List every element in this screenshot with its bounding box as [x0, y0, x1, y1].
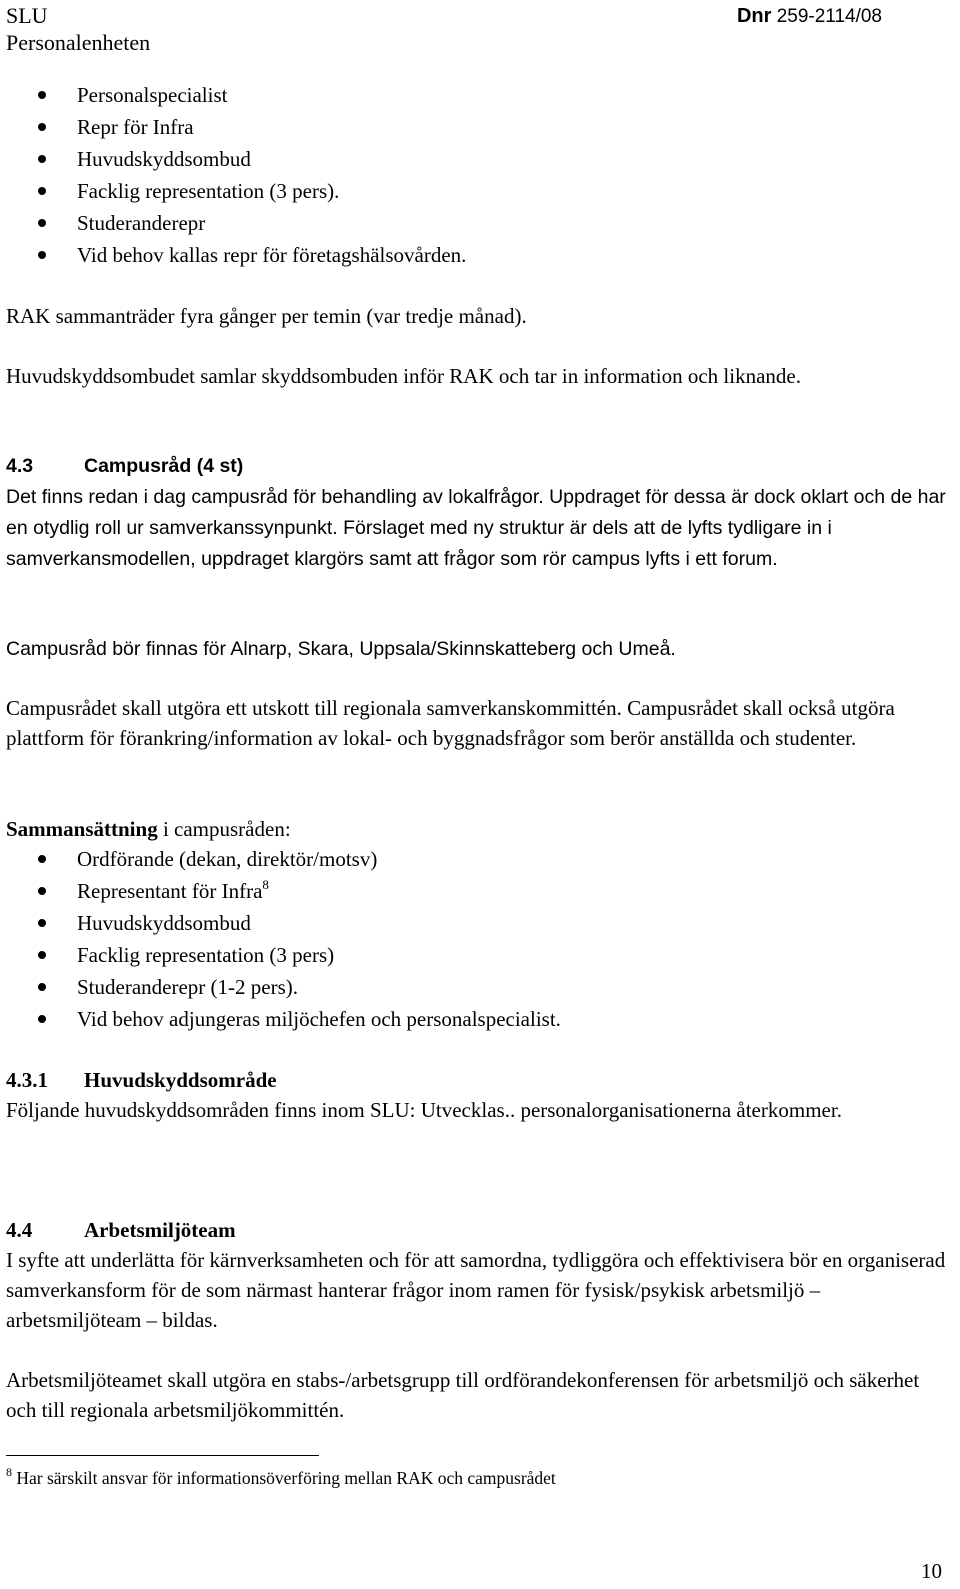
- header-org: SLU: [6, 3, 48, 28]
- list-item: Vid behov adjungeras miljöchefen och personalspecialist.: [0, 1003, 940, 1035]
- footnote-marker: 8: [6, 1465, 12, 1479]
- list-item: Vid behov kallas repr för företagshälsovården.: [0, 239, 940, 271]
- composition-heading: [6, 814, 946, 844]
- bullet-icon: [38, 951, 46, 959]
- bullet-list-campusrad: [0, 843, 940, 1035]
- list-item: Huvudskyddsombud: [0, 907, 940, 939]
- bullet-list-representatives: [0, 79, 940, 271]
- list-item: Studeranderepr (1-2 pers).: [0, 971, 940, 1003]
- page-number: 10: [921, 1559, 942, 1583]
- paragraph-huvudskyddsombud: Huvudskyddsombudet samlar skyddsombuden inför RAK och tar in information och liknande.: [6, 364, 801, 388]
- bullet-icon: [38, 887, 46, 895]
- bullet-icon: [38, 251, 46, 259]
- section-heading-4-4: [6, 1215, 946, 1245]
- header-unit: Personalenheten: [6, 30, 151, 55]
- list-item: Facklig representation (3 pers).: [0, 175, 940, 207]
- bullet-icon: [38, 123, 46, 131]
- composition-bold: Sammansättning: [6, 817, 158, 841]
- list-item: Ordförande (dekan, direktör/motsv): [0, 843, 940, 875]
- section-number: 4.3.1: [6, 1068, 48, 1092]
- page-header-right: [737, 2, 882, 30]
- bullet-icon: [38, 855, 46, 863]
- list-item: Personalspecialist: [0, 79, 940, 111]
- paragraph-campusrad-role: Campusrådet skall utgöra ett utskott till regionala samverkanskommittén. Campusrådet skall också utgöra plattform för förankring/information av lokal- och byggnadsfrågor som berör anställda och studenter.: [6, 696, 895, 750]
- list-item: Representant för Infra$^8$: [0, 875, 940, 907]
- bullet-icon: [38, 91, 46, 99]
- list-item: Studeranderepr: [0, 207, 940, 239]
- footnote-separator: [6, 1455, 319, 1456]
- list-item: Facklig representation (3 pers): [0, 939, 940, 971]
- bullet-icon: [38, 1015, 46, 1023]
- footnote: [6, 1466, 556, 1490]
- section-number: 4.3: [6, 455, 34, 477]
- section-number: 4.4: [6, 1218, 33, 1242]
- list-item: Huvudskyddsombud: [0, 143, 940, 175]
- bullet-icon: [38, 919, 46, 927]
- bullet-icon: [38, 983, 46, 991]
- paragraph-campusrad-locations: Campusråd bör finnas för Alnarp, Skara, Uppsala/Skinnskatteberg och Umeå.: [6, 638, 676, 660]
- footnote-reference[interactable]: 8: [262, 877, 269, 892]
- footnote-text: Har särskilt ansvar för informationsöverföring mellan RAK och campusrådet: [16, 1468, 556, 1488]
- list-item: Repr för Infra: [0, 111, 940, 143]
- paragraph-campusrad-intro: Det finns redan i dag campusråd för behandling av lokalfrågor. Uppdraget för dessa är dock oklart och de har en otydlig roll ur samverkanssynpunkt. Förslaget med ny struktur är dels att de lyfts tydligare in i samverkansmodellen, uppdraget klargörs samt att frågor som rör campus lyfts i ett forum.: [6, 486, 946, 570]
- composition-rest: i campusråden:: [157, 817, 291, 841]
- paragraph-rak: RAK sammanträder fyra gånger per temin (var tredje månad).: [6, 304, 527, 328]
- dnr-value: 259-2114/08: [776, 6, 882, 27]
- section-heading-4-3-1: [6, 1065, 946, 1095]
- bullet-icon: [38, 219, 46, 227]
- paragraph-arbetsmiljoteam-purpose: I syfte att underlätta för kärnverksamheten och för att samordna, tydliggöra och effektivisera bör en organiserad samverkansform för de som närmast hanterar frågor inom ramen för fysisk/psykisk arbetsmiljö – arbetsmiljöteam – bildas.: [6, 1248, 946, 1332]
- bullet-icon: [38, 187, 46, 195]
- paragraph-huvudskyddsomrade: Följande huvudskyddsområden finns inom SLU: Utvecklas.. personalorganisationerna återkommer.: [6, 1098, 842, 1122]
- section-title: Huvudskyddsområde: [84, 1068, 277, 1092]
- page-header-left: [6, 2, 150, 56]
- section-heading-4-3: [6, 451, 946, 481]
- section-title: Arbetsmiljöteam: [84, 1218, 236, 1242]
- section-title: Campusråd (4 st): [84, 455, 244, 477]
- bullet-icon: [38, 155, 46, 163]
- paragraph-arbetsmiljoteam-role: Arbetsmiljöteamet skall utgöra en stabs-/arbetsgrupp till ordförandekonferensen för arbetsmiljö och säkerhet och till regionala arbetsmiljökommittén.: [6, 1368, 920, 1422]
- dnr-label: Dnr: [736, 5, 772, 27]
